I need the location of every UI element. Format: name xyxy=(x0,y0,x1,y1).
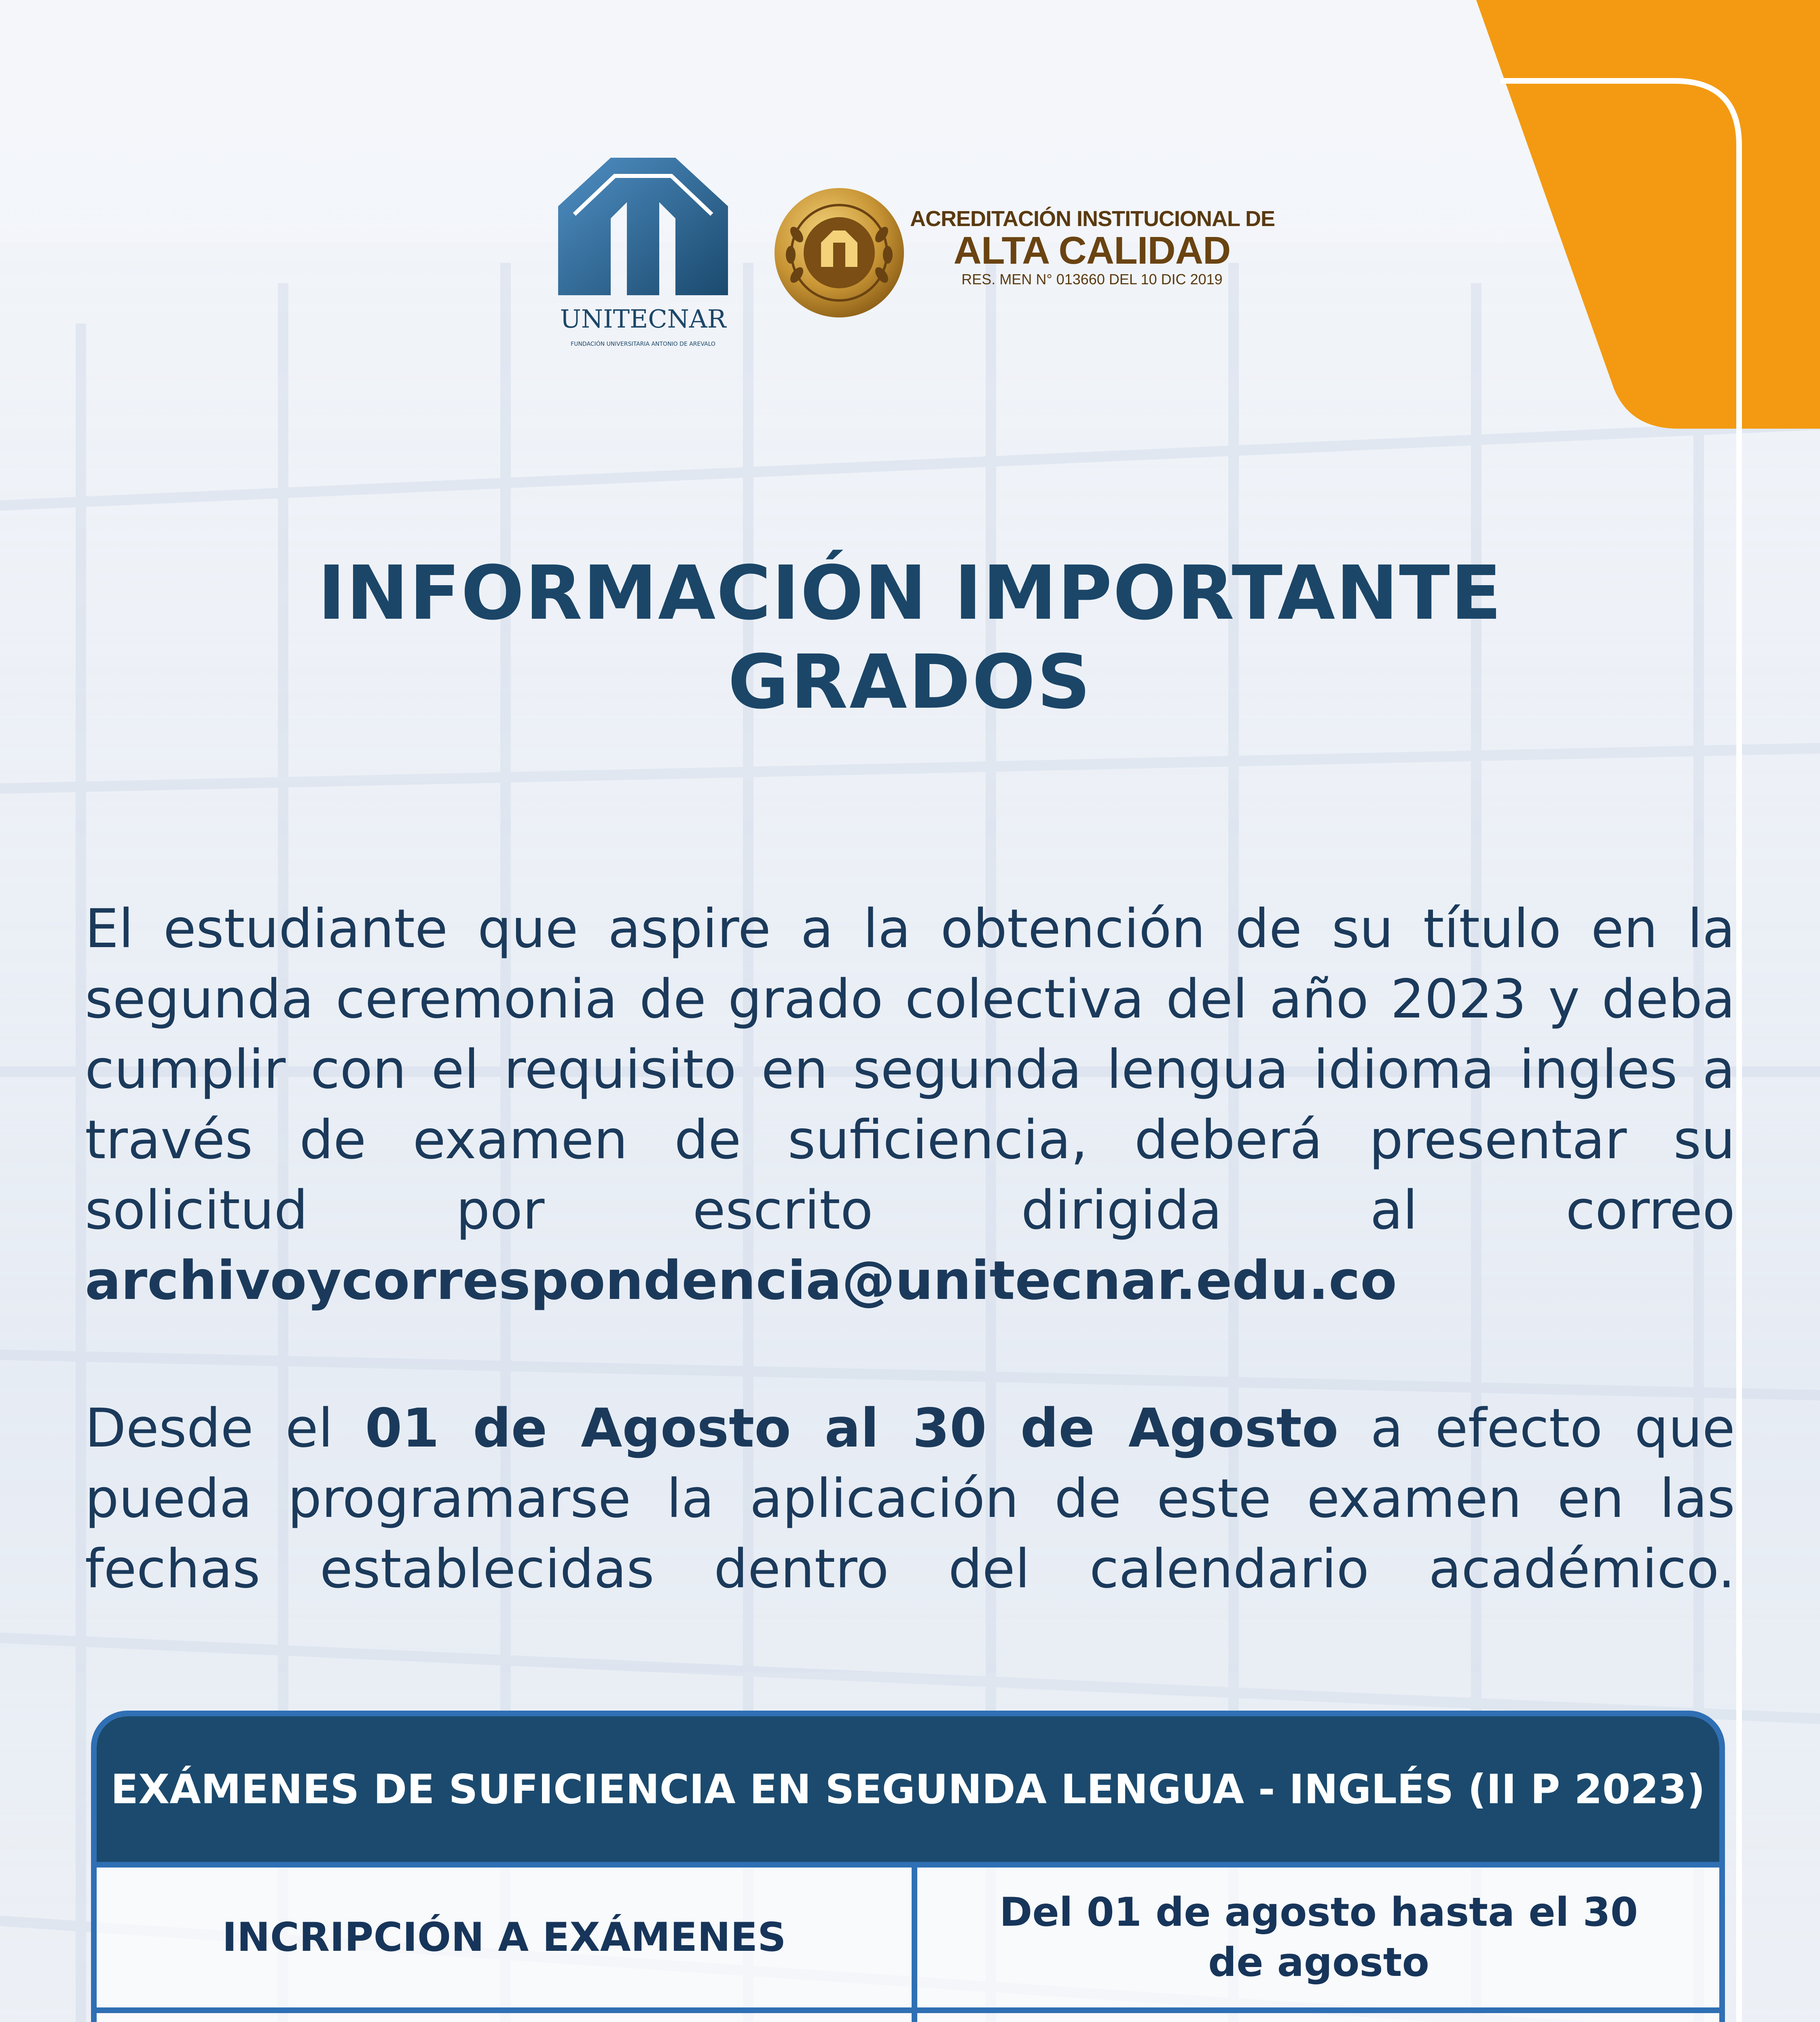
accreditation-seal-icon xyxy=(772,186,906,319)
row1-label: INCRIPCIÓN A EXÁMENES xyxy=(222,1914,786,1961)
dates-highlight: 01 de Agosto al 30 de Agosto xyxy=(365,1397,1339,1459)
dates-prefix: Desde el xyxy=(85,1397,333,1459)
intro-text: El estudiante que aspire a la obtención de su título en la segunda ceremonia de grado colectiva del año 2023 y deba cumplir con el requisito en segunda lengua idioma ingles a través de examen de suficiencia, deberá presentar su solicitud por escrito dirigida al correo xyxy=(85,898,1735,1242)
row1-value: Del 01 de agosto hasta el 30 de agosto xyxy=(999,1889,1638,1986)
row2-label xyxy=(97,2013,912,2022)
dates-suffix: a efecto que pueda programarse la aplicación de este examen en las fechas establecidas dentro del calendario académico. xyxy=(85,1397,1735,1600)
svg-text:UNITECNAR: UNITECNAR xyxy=(560,304,726,334)
accreditation-line2: ALTA CALIDAD xyxy=(953,229,1231,272)
table-column-divider xyxy=(912,1862,917,2022)
table-header: EXÁMENES DE SUFICIENCIA EN SEGUNDA LENGUA - INGLÉS (II P 2023) xyxy=(97,1716,1719,1862)
accreditation-line1: ACREDITACIÓN INSTITUCIONAL DE xyxy=(910,207,1275,231)
intro-paragraph xyxy=(85,894,1735,1316)
table-divider xyxy=(97,1862,1719,1868)
page-subtitle: GRADOS xyxy=(728,639,1092,725)
row2-value xyxy=(917,2013,1720,2022)
dates-paragraph xyxy=(85,1393,1735,1604)
accreditation-line3: RES. MEN N° 013660 DEL 10 DIC 2019 xyxy=(961,271,1223,288)
exam-schedule-table xyxy=(91,1711,1725,2022)
svg-text:FUNDACIÓN UNIVERSITARIA ANTONI: FUNDACIÓN UNIVERSITARIA ANTONIO DE AREVALO xyxy=(571,341,715,347)
unitecnar-logo-icon xyxy=(550,158,736,356)
email-link[interactable]: archivoycorrespondencia@unitecnar.edu.co xyxy=(85,1250,1397,1312)
accreditation-text xyxy=(910,206,1274,299)
page-title: INFORMACIÓN IMPORTANTE xyxy=(317,550,1503,637)
table-divider xyxy=(97,2007,1719,2013)
